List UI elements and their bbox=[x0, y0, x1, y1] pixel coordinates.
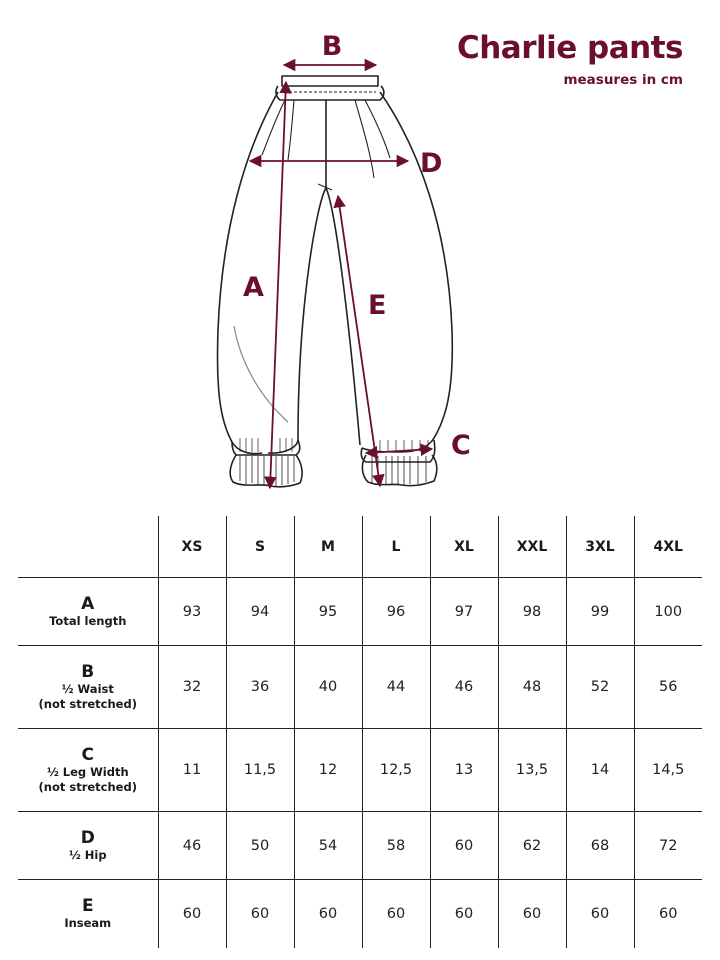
table-cell: 60 bbox=[498, 880, 566, 948]
table-cell: 60 bbox=[430, 880, 498, 948]
table-cell: 46 bbox=[430, 646, 498, 729]
header-corner-cell bbox=[18, 516, 158, 578]
row-header bbox=[18, 812, 158, 880]
row-letter: D bbox=[80, 828, 95, 848]
table-cell: 40 bbox=[294, 646, 362, 729]
table-cell: 13 bbox=[430, 729, 498, 812]
measurement-lines bbox=[250, 65, 432, 488]
size-header: XS bbox=[158, 516, 226, 578]
table-cell: 62 bbox=[498, 812, 566, 880]
row-label: ½ Leg Width (not stretched) bbox=[38, 765, 137, 794]
row-label: Inseam bbox=[64, 916, 112, 931]
label-d: D bbox=[420, 148, 443, 179]
page-title: Charlie pants bbox=[456, 30, 683, 66]
table-cell: 60 bbox=[430, 812, 498, 880]
table-cell: 52 bbox=[566, 646, 634, 729]
row-letter: A bbox=[81, 594, 95, 614]
table-cell: 14 bbox=[566, 729, 634, 812]
table-cell: 50 bbox=[226, 812, 294, 880]
table-cell: 60 bbox=[158, 880, 226, 948]
size-header: XL bbox=[430, 516, 498, 578]
table-cell: 32 bbox=[158, 646, 226, 729]
row-header bbox=[18, 880, 158, 948]
table-cell: 72 bbox=[634, 812, 702, 880]
table-cell: 12 bbox=[294, 729, 362, 812]
units-subtitle: measures in cm bbox=[563, 72, 683, 88]
table-cell: 12,5 bbox=[362, 729, 430, 812]
table-row bbox=[18, 646, 702, 729]
table-cell: 98 bbox=[498, 578, 566, 646]
table-cell: 99 bbox=[566, 578, 634, 646]
size-chart-table bbox=[18, 516, 702, 948]
row-header bbox=[18, 578, 158, 646]
table-row bbox=[18, 880, 702, 948]
row-letter: B bbox=[81, 662, 95, 682]
label-b: B bbox=[321, 31, 343, 62]
table-cell: 96 bbox=[362, 578, 430, 646]
table-header-row bbox=[18, 516, 702, 578]
measure-line-a bbox=[270, 82, 286, 488]
row-label: ½ Waist (not stretched) bbox=[38, 682, 137, 711]
table-cell: 100 bbox=[634, 578, 702, 646]
row-letter: E bbox=[81, 896, 94, 917]
table-row bbox=[18, 578, 702, 646]
table-cell: 94 bbox=[226, 578, 294, 646]
size-header: XXL bbox=[498, 516, 566, 578]
label-a: A bbox=[243, 272, 264, 303]
table-cell: 60 bbox=[362, 880, 430, 948]
row-label: Total length bbox=[49, 614, 127, 628]
table-cell: 93 bbox=[158, 578, 226, 646]
table-cell: 60 bbox=[294, 880, 362, 948]
table-cell: 44 bbox=[362, 646, 430, 729]
table-row bbox=[18, 729, 702, 812]
row-header bbox=[18, 646, 158, 729]
table-cell: 54 bbox=[294, 812, 362, 880]
table-cell: 11 bbox=[158, 729, 226, 812]
table-row bbox=[18, 812, 702, 880]
table-cell: 56 bbox=[634, 646, 702, 729]
size-header: 3XL bbox=[566, 516, 634, 578]
table-cell: 14,5 bbox=[634, 729, 702, 812]
table-cell: 13,5 bbox=[498, 729, 566, 812]
label-c: C bbox=[451, 430, 471, 461]
table-cell: 95 bbox=[294, 578, 362, 646]
table-cell: 46 bbox=[158, 812, 226, 880]
table-cell: 48 bbox=[498, 646, 566, 729]
table-cell: 60 bbox=[226, 880, 294, 948]
table-cell: 97 bbox=[430, 578, 498, 646]
size-header: L bbox=[362, 516, 430, 578]
table-cell: 36 bbox=[226, 646, 294, 729]
table-cell: 58 bbox=[362, 812, 430, 880]
table-cell: 68 bbox=[566, 812, 634, 880]
row-header bbox=[18, 729, 158, 812]
table-cell: 11,5 bbox=[226, 729, 294, 812]
table-cell: 60 bbox=[659, 905, 678, 922]
row-label: ½ Hip bbox=[68, 848, 107, 862]
table-cell: 60 bbox=[566, 880, 634, 948]
label-e: E bbox=[368, 290, 387, 321]
size-header: S bbox=[226, 516, 294, 578]
size-header: M bbox=[294, 516, 362, 578]
row-letter: C bbox=[81, 745, 94, 765]
size-header: 4XL bbox=[634, 516, 702, 578]
